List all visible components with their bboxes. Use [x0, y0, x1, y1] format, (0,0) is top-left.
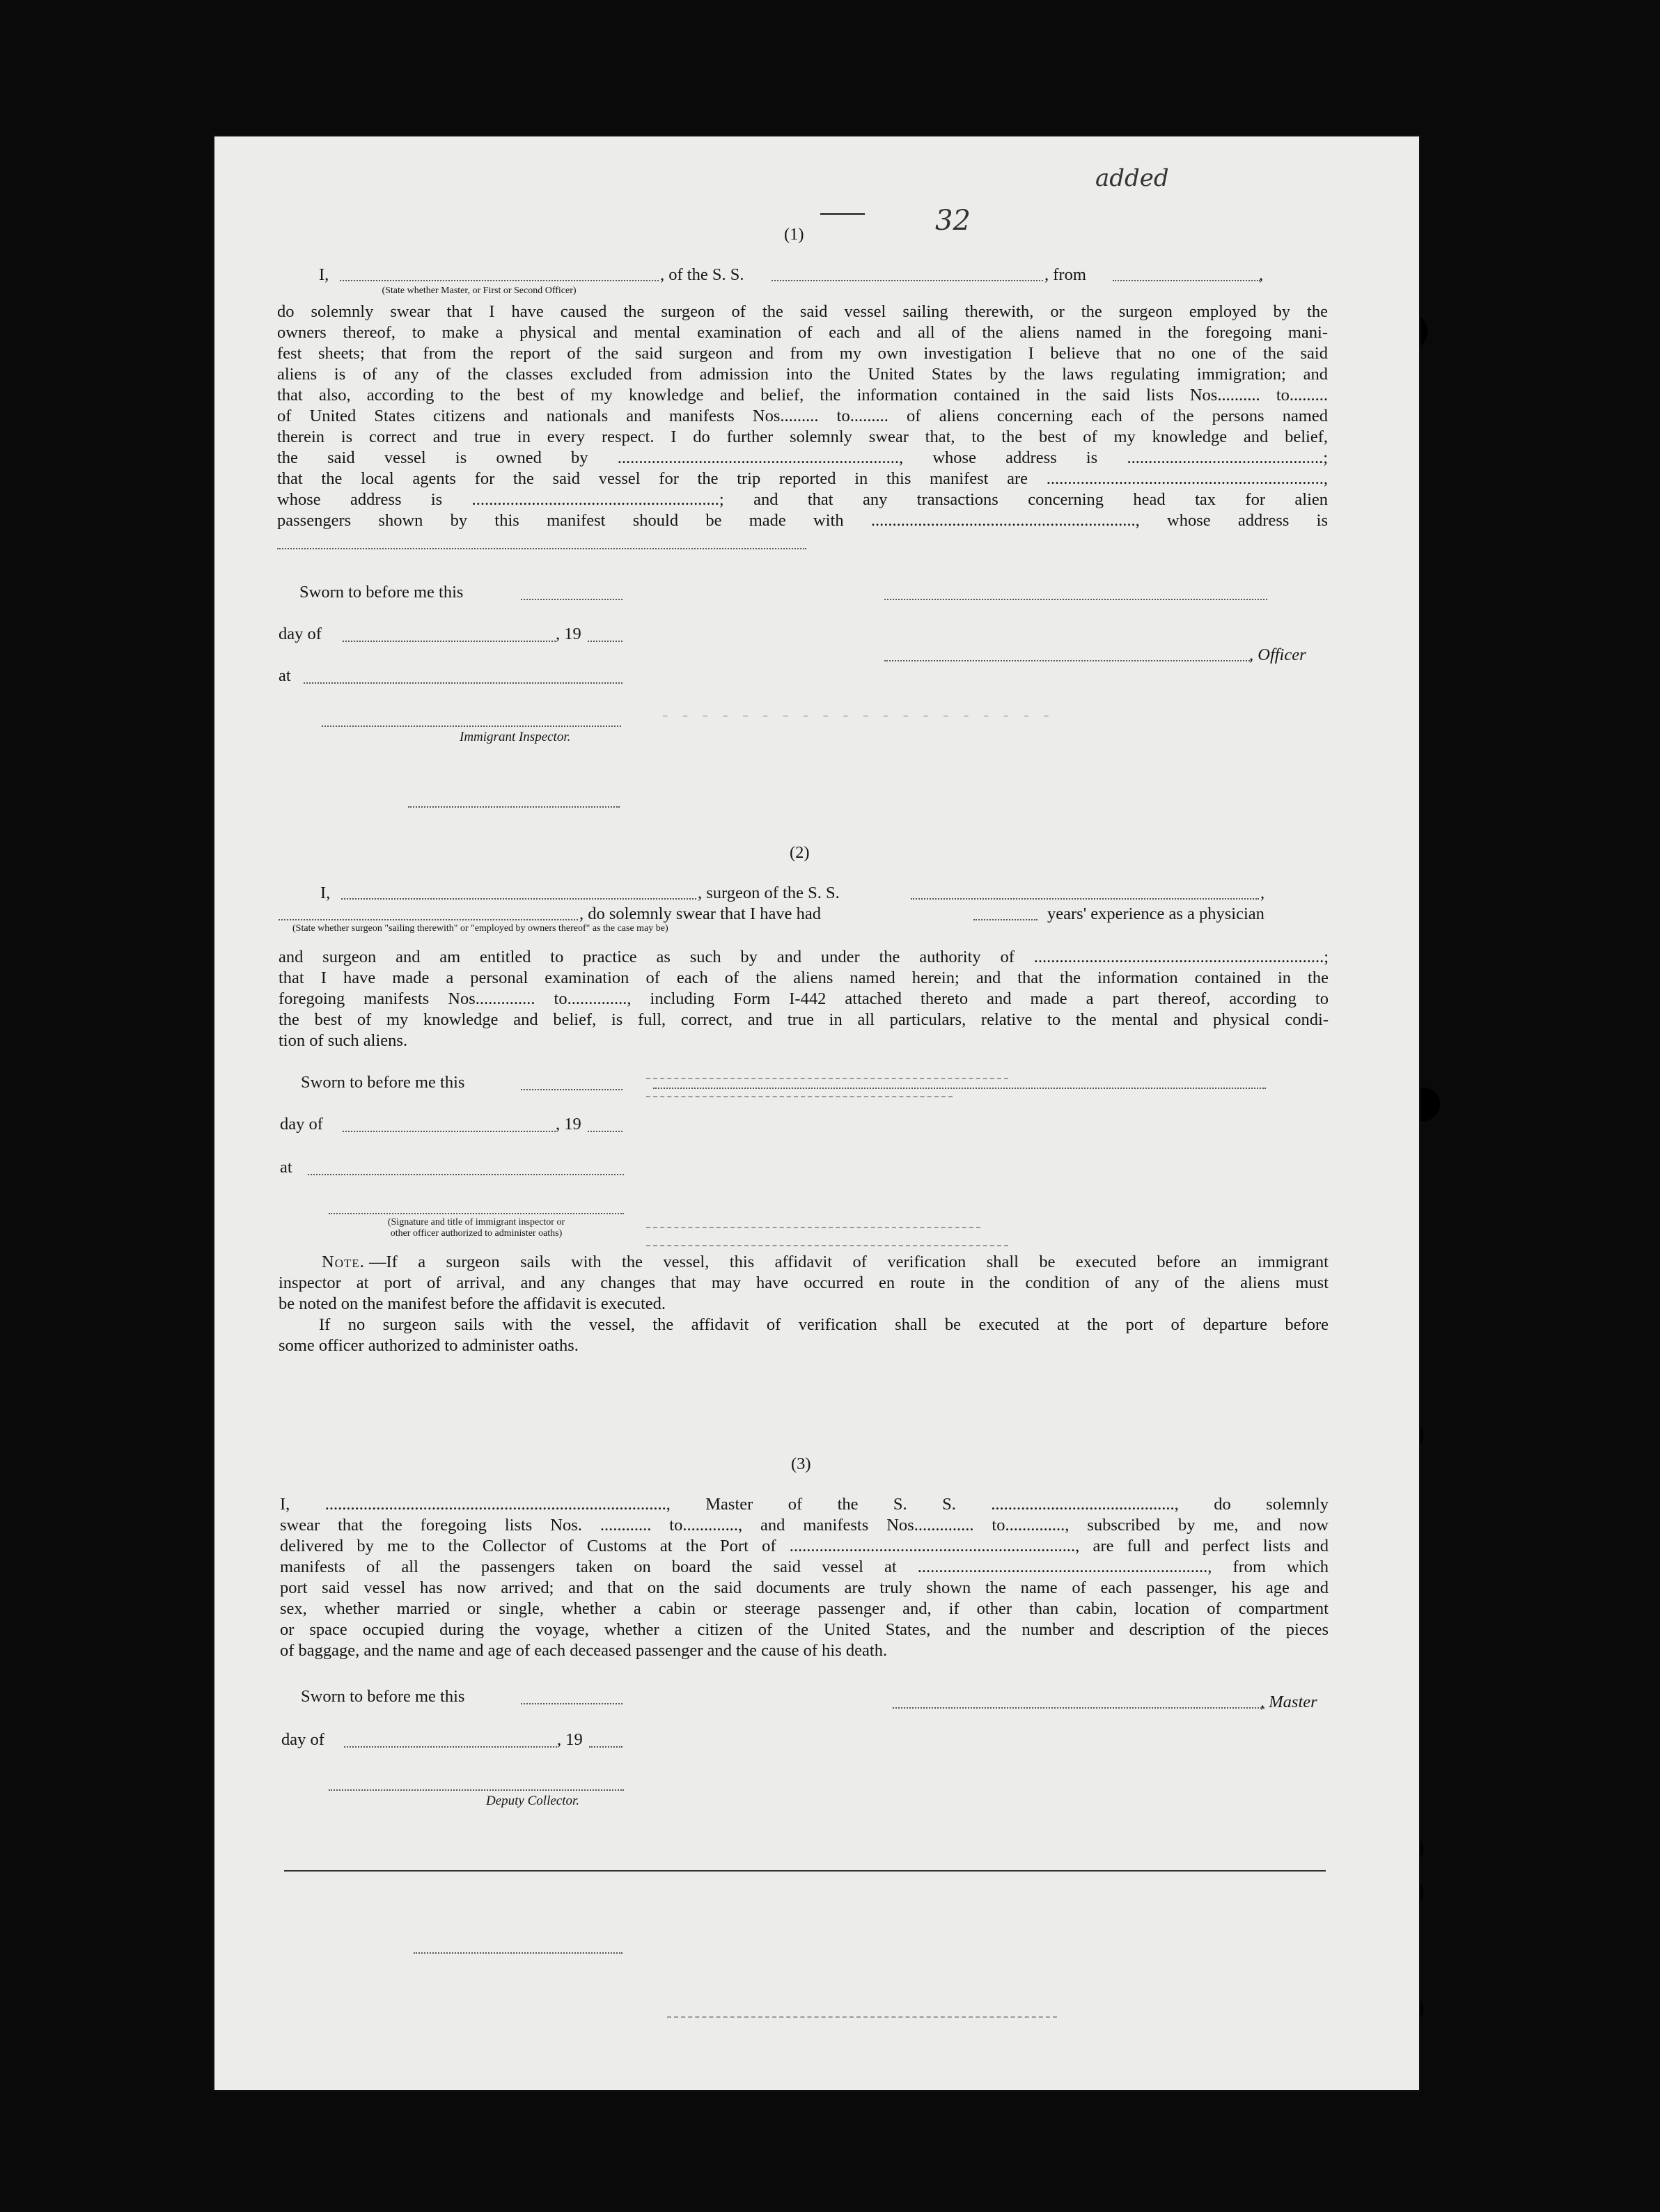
ship-name-field[interactable] — [772, 280, 1043, 281]
year-label: , 19 — [557, 1730, 583, 1749]
day-of-label: day of — [281, 1730, 324, 1749]
year-field[interactable] — [589, 1746, 622, 1748]
at-label: at — [280, 1158, 292, 1177]
dotted-rule — [408, 806, 620, 808]
sworn-label: Sworn to before me this — [301, 1687, 465, 1706]
paragraph-line: therein is correct and true in every respect. I do further solemnly swear that, to the best of my knowledge and belief, — [277, 428, 1328, 446]
collector-caption: Deputy Collector. — [486, 1794, 580, 1808]
year-label: , 19 — [556, 1115, 581, 1134]
paragraph-line: the said vessel is owned by .................................................................., whose address is ..............................................; — [277, 448, 1328, 467]
paragraph-line: of United States citizens and nationals and manifests Nos......... to......... of aliens concerning each of the persons named — [277, 407, 1328, 425]
officer-signature-field[interactable] — [884, 599, 1267, 600]
paragraph-line: sex, whether married or single, whether a cabin or steerage passenger and, if other than cabin, location of compartment — [280, 1599, 1329, 1618]
paragraph-line: owners thereof, to make a physical and mental examination of each and all of the aliens named in the foregoing mani- — [277, 323, 1328, 342]
collector-signature-field[interactable] — [329, 1789, 624, 1791]
surgeon-name-field[interactable] — [341, 898, 696, 900]
paragraph-line: inspector at port of arrival, and any changes that may have occurred en route in the condition of any of the aliens must — [279, 1273, 1329, 1292]
section-number: (3) — [791, 1454, 811, 1473]
bleed-through — [646, 1245, 1008, 1246]
paragraph-line: that also, according to the best of my knowledge and belief, the information contained in the said lists Nos.......... to......... — [277, 386, 1328, 405]
paragraph-line: that I have made a personal examination of each of the aliens named herein; and that the information contained in the — [279, 968, 1329, 987]
bleed-through: - - - - - - - - - - - - - - - - - - - - — [660, 707, 1051, 726]
paragraph-line: passengers shown by this manifest should be made with .............................................................., whose address is — [277, 511, 1328, 530]
sworn-label: Sworn to before me this — [299, 583, 464, 602]
oath-pronoun: I, — [320, 884, 331, 902]
pencil-stroke — [820, 213, 865, 215]
paragraph-line: port said vessel has now arrived; and that on the said documents are truly shown the name of each passenger, his age and — [280, 1578, 1329, 1597]
line-end: , — [1260, 884, 1265, 902]
surgeon-status-field[interactable] — [279, 919, 578, 920]
master-label: , Master — [1260, 1693, 1317, 1711]
years-label: years' experience as a physician — [1047, 904, 1264, 923]
officer-name-field[interactable] — [340, 280, 659, 281]
paragraph-line: and surgeon and am entitled to practice as such by and under the authority of ....................................................................; — [279, 948, 1329, 966]
officer-label: , Officer — [1249, 645, 1306, 664]
from-label: , from — [1044, 265, 1086, 284]
day-of-label: day of — [279, 625, 322, 643]
officer-title-field[interactable] — [884, 660, 1252, 661]
bleed-through — [646, 1227, 980, 1228]
surgeon-ship-label: , surgeon of the S. S. — [698, 884, 840, 902]
ship-label: , of the S. S. — [660, 265, 744, 284]
paragraph-line: delivered by me to the Collector of Customs at the Port of ..................................................................., are full and perfect lists and — [280, 1537, 1329, 1555]
bleed-through — [667, 2016, 1057, 2018]
paragraph-line: whose address is ..........................................................; and that any transactions concerning head tax for alien — [277, 490, 1328, 509]
bottom-rule — [284, 1870, 1326, 1872]
paragraph-line: be noted on the manifest before the affidavit is executed. — [279, 1294, 666, 1313]
signature-caption: (Signature and title of immigrant inspector or — [387, 1217, 565, 1227]
master-signature-field[interactable] — [893, 1707, 1264, 1709]
paragraph-line: that the local agents for the said vessel for the trip reported in this manifest are ................................................................., — [277, 469, 1328, 488]
surgeon-signature-field[interactable] — [653, 1088, 1266, 1089]
paragraph-line: of baggage, and the name and age of each deceased passenger and the cause of his death. — [280, 1641, 888, 1660]
day-of-field[interactable] — [344, 1746, 557, 1748]
section-number: (2) — [790, 843, 810, 862]
sworn-date-field[interactable] — [521, 599, 622, 600]
paragraph-line: some officer authorized to administer oaths. — [279, 1336, 579, 1355]
surgeon-caption: (State whether surgeon "sailing therewith" or "employed by owners thereof" as the case may be) — [292, 923, 668, 934]
oath-pronoun: I, — [319, 265, 329, 284]
paragraph-line: do solemnly swear that I have caused the surgeon of the said vessel sailing therewith, or the surgeon employed by the — [277, 302, 1328, 321]
day-of-label: day of — [280, 1115, 323, 1134]
paragraph-line: tion of such aliens. — [279, 1031, 408, 1050]
paragraph-line: manifests of all the passengers taken on board the said vessel at ...................................................................., from which — [280, 1558, 1329, 1576]
year-field[interactable] — [588, 641, 622, 642]
officer-caption: (State whether Master, or First or Second Officer) — [382, 285, 577, 296]
at-place-field[interactable] — [308, 1174, 624, 1175]
line-end: , — [1259, 265, 1264, 284]
at-label: at — [279, 666, 291, 685]
paragraph-line: If no surgeon sails with the vessel, the affidavit of verification shall be executed at the port of departure before — [319, 1315, 1329, 1334]
paragraph-line: fest sheets; that from the report of the said surgeon and from my own investigation I believe that no one of the said — [277, 344, 1328, 363]
handwritten-number: 32 — [935, 205, 971, 237]
sworn-date-field[interactable] — [521, 1703, 622, 1704]
handwritten-note: added — [1095, 164, 1169, 192]
authorized-officer-signature-field[interactable] — [329, 1213, 624, 1214]
dotted-rule — [414, 1952, 622, 1954]
bleed-through — [646, 1096, 953, 1097]
paragraph-line: aliens is of any of the classes excluded from admission into the United States by the laws regulating immigration; and — [277, 365, 1328, 384]
years-experience-field[interactable] — [973, 919, 1038, 920]
sworn-date-field[interactable] — [521, 1089, 622, 1090]
note-label: Note. — [322, 1253, 365, 1271]
bleed-through — [646, 1078, 1008, 1079]
section-number: (1) — [784, 225, 804, 244]
paragraph-line: or space occupied during the voyage, whether a citizen of the United States, and the number and description of the pieces — [280, 1620, 1329, 1639]
day-of-field[interactable] — [343, 641, 556, 642]
paragraph-line: I, ................................................................................, Master of the S. S. ..........................................., do solemnly — [280, 1495, 1329, 1514]
head-tax-address-field[interactable] — [277, 548, 806, 549]
from-port-field[interactable] — [1113, 280, 1260, 281]
paragraph-line: swear that the foregoing lists Nos. ............ to............., and manifests Nos.............. to.............., subscribed by me, and now — [280, 1516, 1329, 1535]
surgeon-ship-field[interactable] — [911, 898, 1259, 900]
year-field[interactable] — [588, 1131, 622, 1132]
surgeon-swear-label: , do solemnly swear that I have had — [579, 904, 821, 923]
manifest-page — [214, 136, 1419, 2090]
day-of-field[interactable] — [343, 1131, 556, 1132]
inspector-caption: Immigrant Inspector. — [460, 730, 571, 744]
inspector-signature-field[interactable] — [322, 725, 621, 727]
at-place-field[interactable] — [304, 682, 622, 684]
signature-caption: other officer authorized to administer oaths) — [390, 1228, 563, 1239]
sworn-label: Sworn to before me this — [301, 1073, 465, 1092]
paragraph-line: —If a surgeon sails with the vessel, this affidavit of verification shall be executed before an immigrant — [369, 1253, 1329, 1271]
paragraph-line: foregoing manifests Nos.............. to.............., including Form I-442 attached thereto and made a part thereof, according to — [279, 989, 1329, 1008]
year-label: , 19 — [556, 625, 581, 643]
paragraph-line: the best of my knowledge and belief, is full, correct, and true in all particulars, relative to the mental and physical condi- — [279, 1010, 1329, 1029]
